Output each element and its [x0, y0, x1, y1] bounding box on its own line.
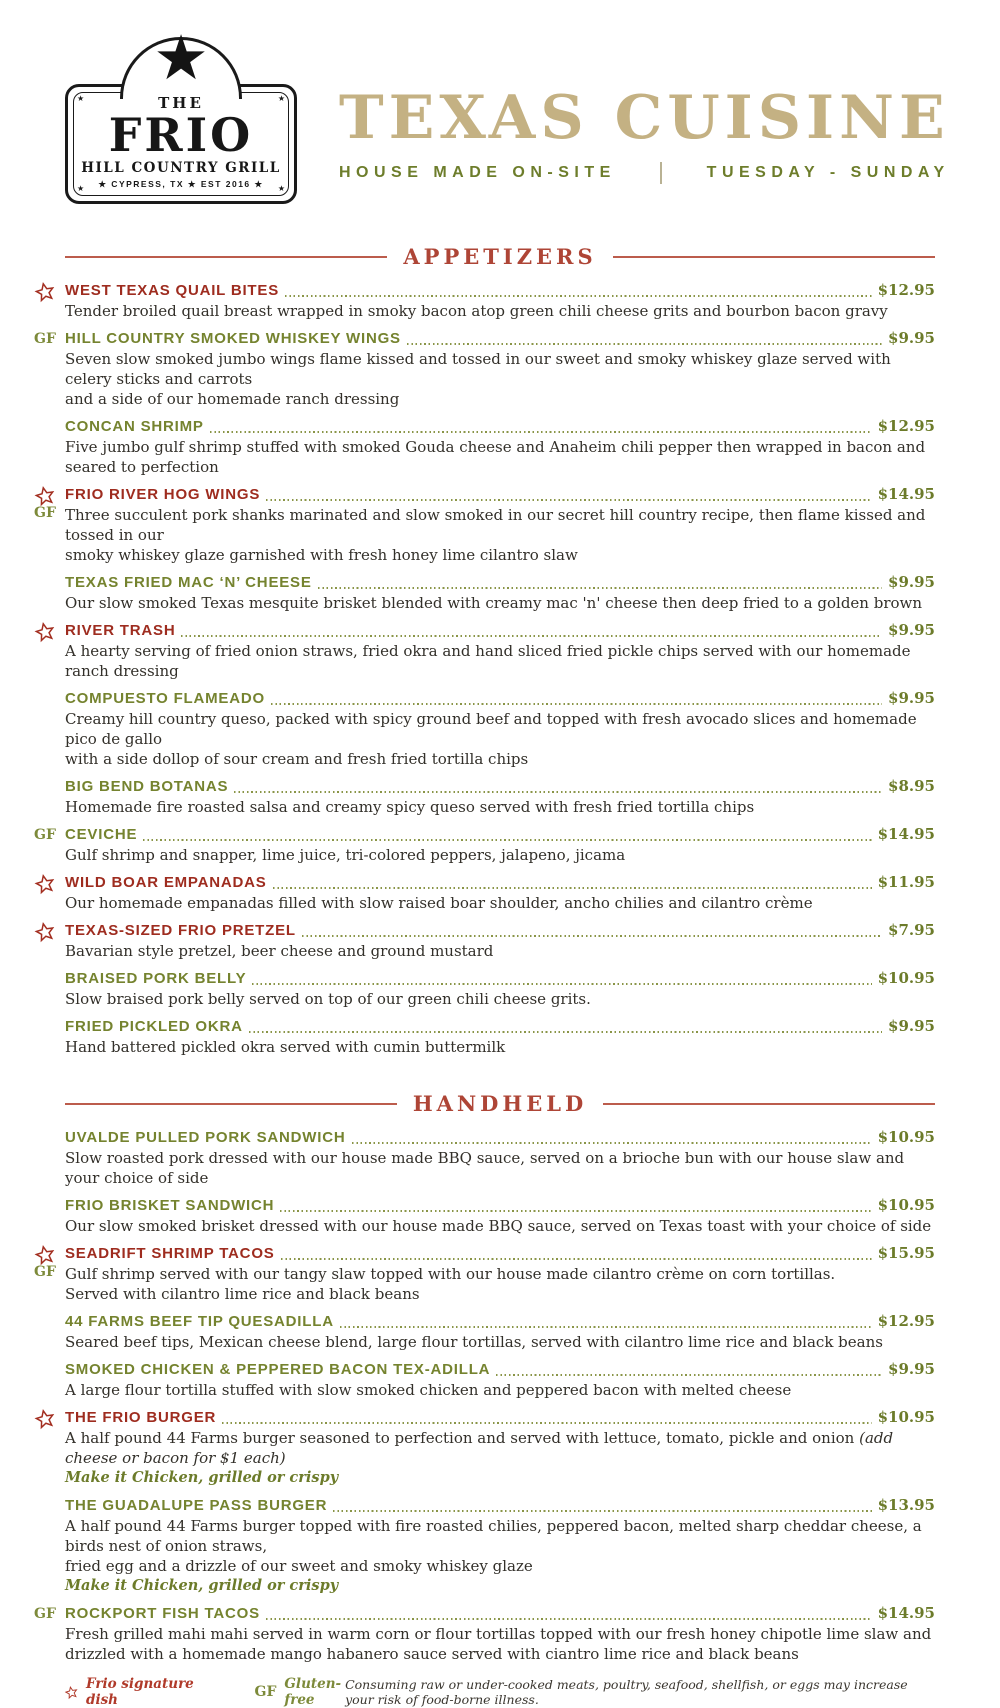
item-name: TEXAS-SIZED FRIO PRETZEL — [65, 922, 296, 939]
item-name: THE GUADALUPE PASS BURGER — [65, 1497, 328, 1514]
item-desc — [65, 893, 935, 913]
dot-leader — [302, 935, 882, 937]
gf-badge-desc: GF — [34, 505, 56, 521]
logo-text — [65, 94, 297, 190]
item-price: $9.95 — [888, 621, 935, 639]
item-price: $11.95 — [877, 873, 935, 891]
item-price: $9.95 — [888, 1360, 935, 1378]
menu-item — [65, 873, 935, 913]
item-desc-line: Tender broiled quail breast wrapped in smoky bacon atop green chili cheese grits and bourbon bacon gravy — [65, 302, 888, 320]
dot-leader — [273, 887, 872, 889]
section-items — [34, 1128, 935, 1664]
item-desc-line: Homemade fire roasted salsa and creamy spicy queso served with fresh fried tortilla chips — [65, 798, 755, 816]
corner-star-icon: ★ — [77, 184, 85, 193]
item-title-row — [65, 1360, 935, 1380]
gf-badge-title: GF — [34, 1606, 56, 1622]
dot-leader — [210, 431, 872, 433]
signature-star-icon — [63, 1682, 79, 1701]
masthead — [0, 24, 1000, 218]
item-desc-line: A half pound 44 Farms burger seasoned to perfection and served with lettuce, tomato, pickle and onion (add cheese or bacon for $1 each) — [65, 1429, 894, 1467]
menu-item — [65, 777, 935, 817]
menu-sections — [0, 244, 1000, 1664]
item-price: $12.95 — [877, 281, 935, 299]
item-desc-line: Gulf shrimp served with our tangy slaw topped with our house made cilantro crème on corn tortillas. — [65, 1265, 836, 1283]
masthead-right-note: TUESDAY - SUNDAY — [706, 164, 950, 181]
menu-item — [65, 921, 935, 961]
item-desc-line: Gulf shrimp and snapper, lime juice, tri-colored peppers, jalapeno, jicama — [65, 846, 626, 864]
subtitle-divider — [660, 162, 662, 184]
dot-leader — [249, 1031, 882, 1033]
masthead-subtitle-row — [339, 162, 950, 184]
signature-star-icon — [33, 920, 57, 944]
logo-subtitle: HILL COUNTRY GRILL — [81, 160, 281, 176]
page-title: TEXAS CUISINE — [339, 83, 950, 153]
menu-item — [65, 1196, 935, 1236]
item-name: UVALDE PULLED PORK SANDWICH — [65, 1129, 346, 1146]
item-desc-line: Five jumbo gulf shrimp stuffed with smoked Gouda cheese and Anaheim chili pepper then wrapped in bacon and seared to perfection — [65, 438, 926, 476]
section-rule-right — [603, 1103, 935, 1105]
item-desc-line: Served with cilantro lime rice and black beans — [65, 1285, 420, 1303]
item-title-row — [65, 1496, 935, 1516]
item-price: $10.95 — [877, 1196, 935, 1214]
dot-leader — [352, 1142, 872, 1144]
menu-item — [65, 1017, 935, 1057]
item-title-row — [65, 485, 935, 505]
dot-leader — [143, 839, 871, 841]
item-name: SEADRIFT SHRIMP TACOS — [65, 1245, 275, 1262]
signature-legend — [65, 1676, 197, 1708]
menu-section — [34, 1091, 935, 1664]
item-title-row — [65, 1244, 935, 1264]
item-desc — [65, 941, 935, 961]
item-price: $8.95 — [888, 777, 935, 795]
gluten-free-legend — [255, 1676, 346, 1708]
item-name: ROCKPORT FISH TACOS — [65, 1605, 260, 1622]
item-desc — [65, 797, 935, 817]
gf-badge-title: GF — [34, 827, 56, 843]
item-title-row — [65, 777, 935, 797]
item-desc-line: Fresh grilled mahi mahi served in warm corn or flour tortillas topped with our fresh honey chipotle lime slaw and — [65, 1625, 932, 1643]
title-marker — [34, 330, 56, 348]
item-desc — [65, 1216, 935, 1236]
item-name: WEST TEXAS QUAIL BITES — [65, 282, 280, 299]
menu-item — [65, 1312, 935, 1352]
item-title-row — [34, 1604, 935, 1624]
item-price: $15.95 — [877, 1244, 935, 1262]
dot-leader — [281, 1258, 872, 1260]
item-desc — [65, 1037, 935, 1057]
item-name: CEVICHE — [65, 826, 138, 843]
item-title-row — [65, 1017, 935, 1037]
item-desc — [65, 1624, 935, 1664]
item-desc-line: drizzled with a homemade mango habanero sauce served with ciantro lime rice and black beans — [65, 1645, 799, 1663]
menu-item — [65, 689, 935, 769]
item-desc-line: smoky whiskey glaze garnished with fresh honey lime cilantro slaw — [65, 546, 578, 564]
item-title-row — [65, 969, 935, 989]
item-title-row — [34, 825, 935, 845]
item-price: $10.95 — [877, 1128, 935, 1146]
item-desc-line: Three succulent pork shanks marinated and slow smoked in our secret hill country recipe, then flame kissed and tossed in our — [65, 506, 926, 544]
section-rule-right — [613, 256, 935, 258]
item-name: THE FRIO BURGER — [65, 1409, 217, 1426]
item-desc-line: Our slow smoked Texas mesquite brisket blended with creamy mac 'n' cheese then deep fried to a golden brown — [65, 594, 923, 612]
title-marker — [34, 622, 56, 647]
menu-item — [34, 329, 935, 409]
item-desc — [34, 505, 935, 565]
signature-legend-label: Frio signature dish — [86, 1676, 194, 1708]
item-price: $14.95 — [877, 485, 935, 503]
menu-item — [34, 825, 935, 865]
item-name: SMOKED CHICKEN & PEPPERED BACON TEX-ADILLA — [65, 1361, 491, 1378]
item-title-row — [65, 621, 935, 641]
dot-leader — [496, 1374, 882, 1376]
item-title-row — [65, 921, 935, 941]
dot-leader — [252, 983, 871, 985]
item-desc — [65, 845, 935, 865]
menu-item — [34, 1604, 935, 1664]
item-name: FRIO BRISKET SANDWICH — [65, 1197, 275, 1214]
item-desc-line: A large flour tortilla stuffed with slow smoked chicken and peppered bacon with melted cheese — [65, 1381, 792, 1399]
menu-item — [65, 281, 935, 321]
section-title: HANDHELD — [412, 1091, 588, 1116]
item-price: $12.95 — [877, 1312, 935, 1330]
item-desc — [65, 593, 935, 613]
item-desc — [65, 709, 935, 769]
item-desc — [65, 641, 935, 681]
item-desc — [65, 301, 935, 321]
menu-item — [65, 573, 935, 613]
gluten-free-legend-label: Gluten-free — [284, 1676, 342, 1708]
item-name: FRIED PICKLED OKRA — [65, 1018, 243, 1035]
menu-section — [34, 244, 935, 1057]
title-marker — [34, 282, 56, 307]
item-name: 44 FARMS BEEF TIP QUESADILLA — [65, 1313, 334, 1330]
item-desc-line: Slow braised pork belly served on top of our green chili cheese grits. — [65, 990, 591, 1008]
item-desc-line: Our homemade empanadas filled with slow raised boar shoulder, ancho chilies and cilantro crème — [65, 894, 813, 912]
food-safety-disclaimer: Consuming raw or under-cooked meats, poultry, seafood, shellfish, or eggs may increase your risk of food-borne illness. — [345, 1677, 908, 1707]
menu-item — [65, 969, 935, 1009]
item-title-row — [65, 873, 935, 893]
dot-leader — [318, 587, 882, 589]
dot-leader — [266, 1618, 872, 1620]
menu-item — [65, 1496, 935, 1596]
restaurant-logo — [65, 24, 297, 210]
item-desc-line: fried egg and a drizzle of our sweet and smoky whiskey glaze — [65, 1557, 533, 1575]
item-desc-line: Seared beef tips, Mexican cheese blend, large flour tortillas, served with cilantro lime rice and black beans — [65, 1333, 883, 1351]
signature-star-icon — [33, 872, 57, 896]
section-rule-left — [65, 1103, 397, 1105]
menu-item — [65, 1128, 935, 1188]
signature-star-icon — [33, 280, 57, 304]
item-name: CONCAN SHRIMP — [65, 418, 204, 435]
item-name: WILD BOAR EMPANADAS — [65, 874, 267, 891]
item-price: $13.95 — [877, 1496, 935, 1514]
logo-name: FRIO — [108, 108, 254, 162]
dot-leader — [222, 1422, 871, 1424]
item-desc-line: Bavarian style pretzel, beer cheese and ground mustard — [65, 942, 494, 960]
item-price: $12.95 — [877, 417, 935, 435]
item-desc — [34, 1264, 935, 1304]
signature-star-icon — [33, 1407, 57, 1431]
item-title-row — [65, 1408, 935, 1428]
item-desc-line: A hearty serving of fried onion straws, fried okra and hand sliced fried pickle chips served with our homemade ranch dressing — [65, 642, 911, 680]
item-price: $9.95 — [888, 1017, 935, 1035]
item-title-row — [65, 573, 935, 593]
item-desc — [65, 1516, 935, 1596]
item-name: FRIO RIVER HOG WINGS — [65, 486, 261, 503]
item-desc-line: A half pound 44 Farms burger topped with fire roasted chilies, peppered bacon, melted sharp cheddar cheese, a birds nest of onion straws, — [65, 1517, 922, 1555]
item-option-note: Make it Chicken, grilled or crispy — [65, 1577, 339, 1594]
menu-item — [65, 417, 935, 477]
dot-leader — [285, 295, 872, 297]
item-option-note: Make it Chicken, grilled or crispy — [65, 1469, 339, 1486]
section-header — [65, 1091, 935, 1116]
corner-star-icon: ★ — [277, 94, 285, 103]
dot-leader — [271, 703, 882, 705]
item-name: HILL COUNTRY SMOKED WHISKEY WINGS — [65, 330, 401, 347]
title-marker — [34, 1409, 56, 1434]
logo-the: THE — [158, 94, 204, 112]
item-price: $10.95 — [877, 969, 935, 987]
dot-leader — [181, 635, 882, 637]
item-price: $14.95 — [877, 825, 935, 843]
menu-item — [65, 621, 935, 681]
item-name: RIVER TRASH — [65, 622, 176, 639]
item-desc-line: Creamy hill country queso, packed with spicy ground beef and topped with fresh avocado slices and homemade pico de gallo — [65, 710, 917, 748]
item-title-row — [65, 1196, 935, 1216]
item-price: $14.95 — [877, 1604, 935, 1622]
item-price: $7.95 — [888, 921, 935, 939]
item-title-row — [34, 329, 935, 349]
corner-star-icon: ★ — [77, 94, 85, 103]
menu-item — [34, 485, 935, 565]
item-name: TEXAS FRIED MAC ‘N’ CHEESE — [65, 574, 312, 591]
item-desc-line: and a side of our homemade ranch dressing — [65, 390, 400, 408]
menu-item — [34, 1244, 935, 1304]
item-desc — [65, 349, 935, 409]
gf-abbr: GF — [254, 1684, 277, 1700]
dot-leader — [280, 1210, 871, 1212]
title-marker — [34, 1605, 56, 1623]
item-price: $9.95 — [888, 329, 935, 347]
item-title-row — [65, 1312, 935, 1332]
item-price: $9.95 — [888, 573, 935, 591]
item-name: BIG BEND BOTANAS — [65, 778, 229, 795]
section-items — [34, 281, 935, 1057]
item-price: $9.95 — [888, 689, 935, 707]
menu-item — [65, 1360, 935, 1400]
item-desc-note-italic: (add cheese or bacon for $1 each) — [65, 1429, 894, 1467]
legend-footer — [0, 1676, 1000, 1708]
dot-leader — [340, 1326, 872, 1328]
item-desc-line: with a side dollop of sour cream and fresh fried tortilla chips — [65, 750, 529, 768]
signature-star-icon — [33, 620, 57, 644]
item-desc-line: Our slow smoked brisket dressed with our house made BBQ sauce, served on Texas toast with your choice of side — [65, 1217, 932, 1235]
item-title-row — [65, 1128, 935, 1148]
dot-leader — [407, 343, 882, 345]
item-desc — [65, 1428, 935, 1488]
logo-tagline: ★ CYPRESS, TX ★ EST 2016 ★ — [98, 179, 264, 189]
item-name: COMPUESTO FLAMEADO — [65, 690, 265, 707]
item-title-row — [65, 417, 935, 437]
item-name: BRAISED PORK BELLY — [65, 970, 247, 987]
section-header — [65, 244, 935, 269]
item-desc — [65, 1380, 935, 1400]
gf-badge-title: GF — [34, 331, 56, 347]
title-marker — [34, 874, 56, 899]
menu-item — [65, 1408, 935, 1488]
item-desc — [65, 989, 935, 1009]
item-desc-line: Hand battered pickled okra served with cumin buttermilk — [65, 1038, 506, 1056]
masthead-right — [297, 28, 950, 218]
item-desc — [65, 437, 935, 477]
masthead-left-note: HOUSE MADE ON-SITE — [339, 164, 616, 181]
lone-star-icon: ★ — [153, 24, 209, 93]
item-desc — [65, 1148, 935, 1188]
dot-leader — [333, 1510, 871, 1512]
corner-star-icon: ★ — [277, 184, 285, 193]
gf-badge-desc: GF — [34, 1264, 56, 1280]
title-marker — [34, 922, 56, 947]
item-title-row — [65, 689, 935, 709]
item-desc-line: Seven slow smoked jumbo wings flame kissed and tossed in our sweet and smoky whiskey glaze served with celery sticks and carrots — [65, 350, 891, 388]
title-marker — [34, 826, 56, 844]
section-rule-left — [65, 256, 387, 258]
item-desc-line: Slow roasted pork dressed with our house made BBQ sauce, served on a brioche bun with our house slaw and your choice of side — [65, 1149, 905, 1187]
dot-leader — [234, 791, 882, 793]
dot-leader — [266, 499, 871, 501]
item-desc — [65, 1332, 935, 1352]
section-title: APPETIZERS — [403, 244, 597, 269]
item-title-row — [65, 281, 935, 301]
item-price: $10.95 — [877, 1408, 935, 1426]
